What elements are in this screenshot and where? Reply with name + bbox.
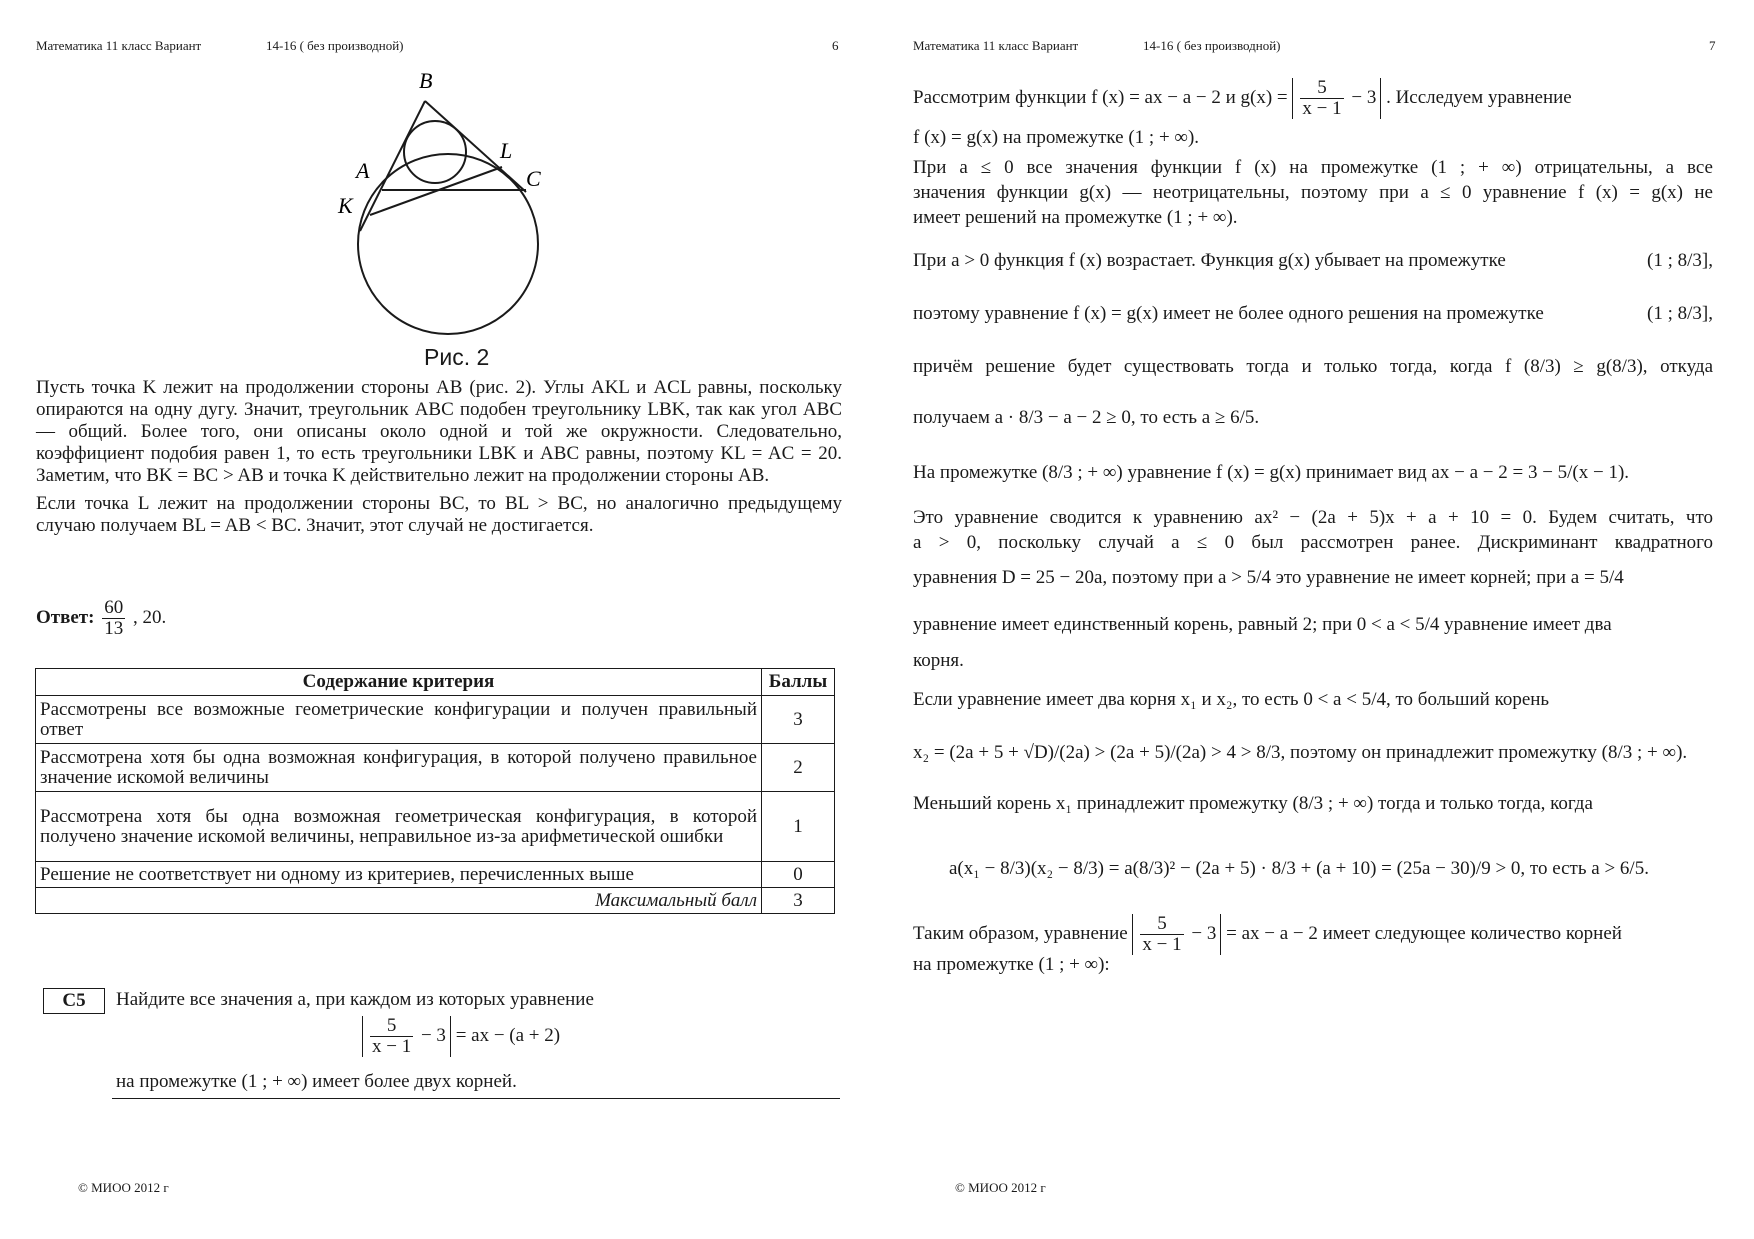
line-text: = ax − a − 2 имеет следующее количество корней [1226, 922, 1622, 944]
label-l: L [500, 138, 513, 163]
criteria-header-content: Содержание критерия [36, 669, 762, 696]
label-k: K [338, 193, 353, 218]
line-text: поэтому уравнение f (x) = g(x) имеет не более одного решения на промежутке [913, 303, 1544, 324]
solution-line: уравнения D = 25 − 20a, поэтому при a > 5/4 это уравнение не имеет корней; при a = 5/4 [913, 567, 1624, 588]
header-variant: 14-16 ( без производной) [1143, 38, 1281, 53]
criteria-row [36, 862, 835, 888]
page-right [877, 0, 1754, 1239]
answer [36, 598, 166, 639]
label-b: B [419, 68, 433, 93]
line-text: . Исследуем уравнение [1386, 86, 1572, 108]
criteria-row [36, 792, 835, 862]
solution-line: уравнение имеет единственный корень, равный 2; при 0 < a < 5/4 уравнение имеет два [913, 614, 1612, 635]
solution-text [36, 377, 842, 543]
fraction [1300, 78, 1343, 119]
equation-rhs: = ax − (a + 2) [455, 1024, 561, 1046]
solution-line: причём решение будет существовать тогда и только тогда, когда f (8/3) ≥ g(8/3), откуда [913, 356, 1713, 377]
task-equation [362, 1016, 560, 1057]
criteria-points: 3 [762, 696, 835, 744]
solution-line [913, 303, 1713, 325]
solution-line: x₂ = (2a + 5 + √D)/(2a) > (2a + 5)/(2a) > 4 > 8/3, поэтому он принадлежит промежутку (8/3 ; + ∞). [913, 742, 1688, 763]
criteria-points: 1 [762, 792, 835, 862]
line-text: (1 ; 8/3], [1647, 303, 1713, 324]
criteria-header-points: Баллы [762, 669, 835, 696]
solution-paragraph: Пусть точка K лежит на продолжении стороны AB (рис. 2). Углы AKL и ACL равны, поскольку опираются на одну дугу. Значит, треугольник ABC подобен треугольнику LBK, так как угол ABC — общий. Более того, они описаны около одной и той же окружности. Следовательно, коэффициент подобия равен 1, то есть треугольники LBK и ABC равны, поэтому KL = AC = 20. Заметим, что BK = BC > AB и точка K действительно лежит на продолжении стороны AB. [36, 377, 842, 486]
header-variant: 14-16 ( без производной) [266, 38, 404, 53]
answer-denominator: 13 [104, 618, 124, 639]
solution-line: получаем a · 8/3 − a − 2 ≥ 0, то есть a ≥ 6/5. [913, 407, 1260, 428]
absolute-value [1132, 914, 1221, 955]
header-subject: Математика 11 класс Вариант [36, 38, 202, 53]
task-underline [112, 1098, 840, 1099]
page-number: 6 [832, 38, 839, 53]
solution-line: корня. [913, 650, 964, 671]
solution-line: f (x) = g(x) на промежутке (1 ; + ∞). [913, 127, 1200, 148]
equation-denominator: x − 1 [372, 1036, 412, 1057]
equation-fraction [370, 1016, 413, 1057]
fraction [1140, 914, 1183, 955]
solution-line: на промежутке (1 ; + ∞): [913, 954, 1110, 975]
equation-minus-3: − 3 [420, 1024, 446, 1046]
absolute-value [362, 1016, 451, 1057]
line-text: − 3 [1191, 922, 1217, 944]
equation-numerator: 5 [370, 1016, 413, 1037]
task-prompt: Найдите все значения a, при каждом из которых уравнение [116, 989, 594, 1010]
criteria-text: Рассмотрена хотя бы одна возможная геометрическая конфигурация, в которой получено значение искомой величины, неправильное из-за арифметической ошибки [36, 792, 762, 862]
solution-line: Меньший корень x₁ принадлежит промежутку (8/3 ; + ∞) тогда и только тогда, когда [913, 793, 1593, 814]
criteria-text: Решение не соответствует ни одному из критериев, перечисленных выше [36, 862, 762, 888]
criteria-points: 0 [762, 862, 835, 888]
solution-line: Если уравнение имеет два корня x₁ и x₂, то есть 0 < a < 5/4, то больший корень [913, 689, 1550, 710]
task-code: C5 [43, 988, 105, 1014]
line-text: При a > 0 функция f (x) возрастает. Функция g(x) убывает на промежутке [913, 250, 1506, 271]
criteria-max-label: Максимальный балл [36, 888, 762, 914]
criteria-header-row [36, 669, 835, 696]
solution-line: На промежутке (8/3 ; + ∞) уравнение f (x) = g(x) принимает вид ax − a − 2 = 3 − 5/(x − 1). [913, 462, 1630, 483]
footer: © МИОО 2012 г [78, 1180, 169, 1195]
criteria-text: Рассмотрены все возможные геометрические конфигурации и получен правильный ответ [36, 696, 762, 744]
line-text: (1 ; 8/3], [1647, 250, 1713, 271]
solution-line: a > 0, поскольку случай a ≤ 0 был рассмотрен ранее. Дискриминант квадратного [913, 532, 1713, 553]
fraction-numerator: 5 [1300, 78, 1343, 99]
criteria-max-row [36, 888, 835, 914]
criteria-table [35, 668, 835, 914]
criteria-text: Рассмотрена хотя бы одна возможная конфигурация, в которой получено правильное значение искомой величины [36, 744, 762, 792]
fraction-denominator: x − 1 [1302, 98, 1342, 119]
geometry-figure [330, 68, 550, 338]
solution-line [913, 250, 1713, 272]
task-suffix: на промежутке (1 ; + ∞) имеет более двух корней. [116, 1071, 517, 1092]
label-a: A [356, 158, 370, 183]
fraction-numerator: 5 [1140, 914, 1183, 935]
solution-paragraph: Если точка L лежит на продолжении стороны BC, то BL > BC, но аналогично предыдущему случаю получаем BL = AB < BC. Значит, этот случай не достигается. [36, 493, 842, 536]
solution-line: Это уравнение сводится к уравнению ax² − (2a + 5)x + a + 10 = 0. Будем считать, что [913, 507, 1713, 528]
answer-rest: , 20. [132, 606, 167, 628]
figure-caption: Рис. 2 [424, 344, 490, 370]
page-number: 7 [1709, 38, 1716, 53]
line-text: Рассмотрим функции f (x) = ax − a − 2 и g(x) = [913, 86, 1288, 108]
label-c: C [526, 166, 541, 191]
fraction-denominator: x − 1 [1142, 934, 1182, 955]
answer-label: Ответ: [36, 606, 95, 628]
line-text: − 3 [1351, 86, 1377, 108]
line-text: Таким образом, уравнение [913, 922, 1128, 944]
solution-line: a(x₁ − 8/3)(x₂ − 8/3) = a(8/3)² − (2a + 5) · 8/3 + (a + 10) = (25a − 30)/9 > 0, то есть a > 6/5. [949, 858, 1649, 879]
absolute-value [1292, 78, 1381, 119]
criteria-max-points: 3 [762, 888, 835, 914]
solution-line: При a ≤ 0 все значения функции f (x) на промежутке (1 ; + ∞) отрицательны, а все [913, 157, 1713, 178]
answer-numerator: 60 [104, 597, 124, 618]
header-subject: Математика 11 класс Вариант [913, 38, 1079, 53]
footer: © МИОО 2012 г [955, 1180, 1046, 1195]
solution-line [913, 78, 1713, 119]
solution-line [913, 914, 1713, 955]
answer-fraction [102, 598, 125, 639]
criteria-row [36, 696, 835, 744]
criteria-row [36, 744, 835, 792]
criteria-points: 2 [762, 744, 835, 792]
solution-line: имеет решений на промежутке (1 ; + ∞). [913, 207, 1238, 228]
line-bk [360, 101, 425, 231]
solution-line: значения функции g(x) — неотрицательны, поэтому при a ≤ 0 уравнение f (x) = g(x) не [913, 182, 1713, 203]
